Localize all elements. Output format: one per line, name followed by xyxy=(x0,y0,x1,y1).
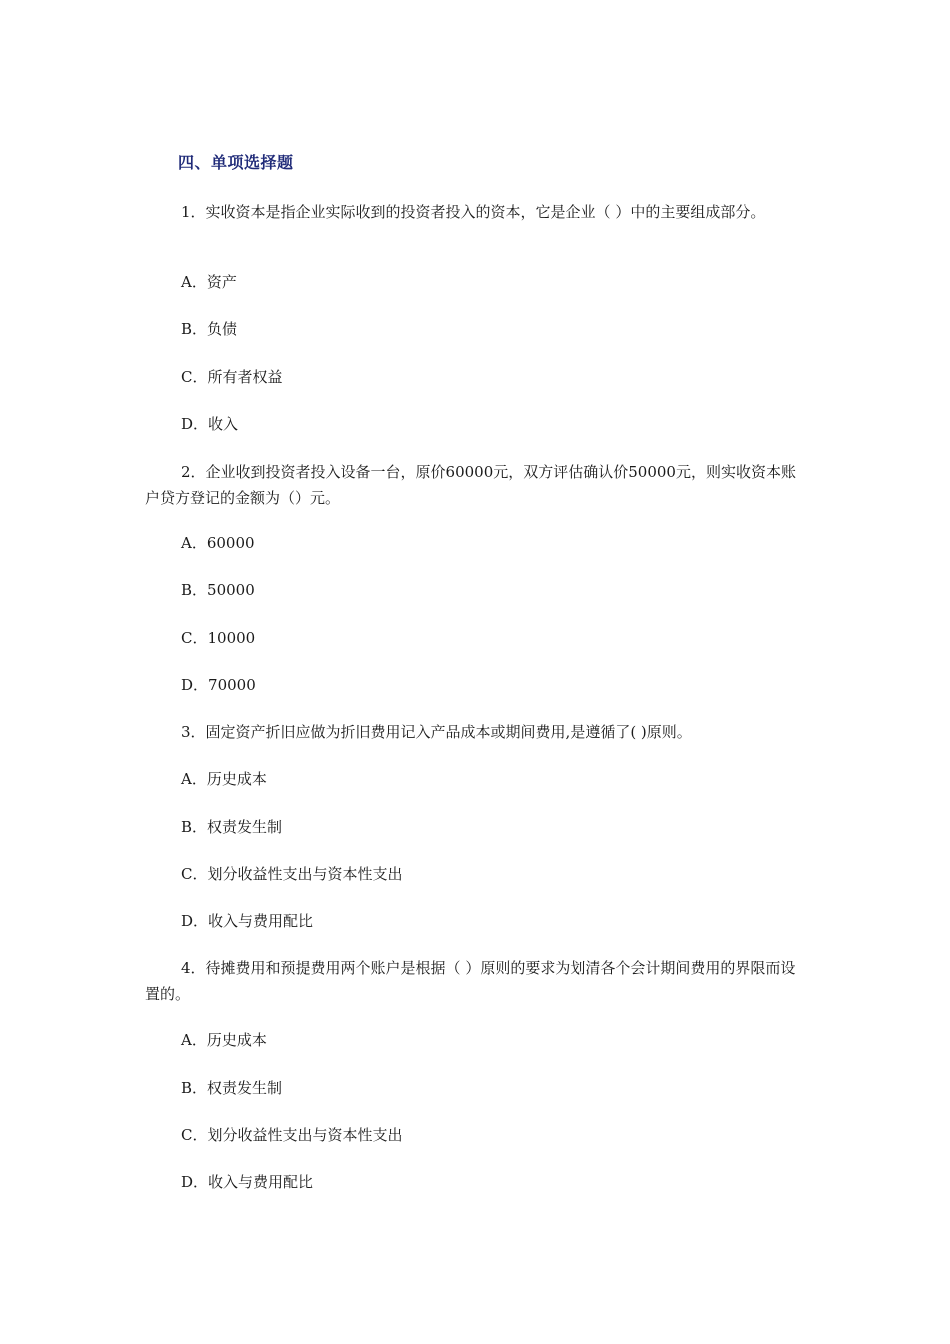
question-2-option-a: A．60000 xyxy=(181,534,255,552)
question-1-option-c: C．所有者权益 xyxy=(181,368,283,386)
question-3-stem: 3．固定资产折旧应做为折旧费用记入产品成本或期间费用,是遵循了( )原则。 xyxy=(181,723,692,741)
question-4-stem: 4．待摊费用和预提费用两个账户是根据（ ）原则的要求为划清各个会计期间费用的界限而设置的。 xyxy=(145,959,796,1003)
question-4-option-c: C．划分收益性支出与资本性支出 xyxy=(181,1126,403,1144)
question-3-option-d: D．收入与费用配比 xyxy=(181,912,314,930)
question-4-option-b: B．权责发生制 xyxy=(181,1079,283,1097)
question-1-option-b: B．负债 xyxy=(181,320,238,338)
question-3-option-b: B．权责发生制 xyxy=(181,818,283,836)
question-4-option-a: A．历史成本 xyxy=(181,1031,267,1049)
question-1-option-d: D．收入 xyxy=(181,415,239,433)
question-2-stem: 2．企业收到投资者投入设备一台，原价60000元，双方评估确认价50000元，则实收资本账户贷方登记的金额为（）元。 xyxy=(145,463,796,507)
section-title: 四、单项选择题 xyxy=(178,153,294,172)
question-3-option-c: C．划分收益性支出与资本性支出 xyxy=(181,865,403,883)
question-4-option-d: D．收入与费用配比 xyxy=(181,1173,314,1191)
question-2-option-b: B．50000 xyxy=(181,581,255,599)
question-2-option-c: C．10000 xyxy=(181,629,256,647)
question-3-option-a: A．历史成本 xyxy=(181,770,267,788)
question-1-stem: 1．实收资本是指企业实际收到的投资者投入的资本，它是企业（ ）中的主要组成部分。 xyxy=(181,203,766,221)
question-2-option-d: D．70000 xyxy=(181,676,256,694)
question-1-option-a: A．资产 xyxy=(181,273,237,291)
